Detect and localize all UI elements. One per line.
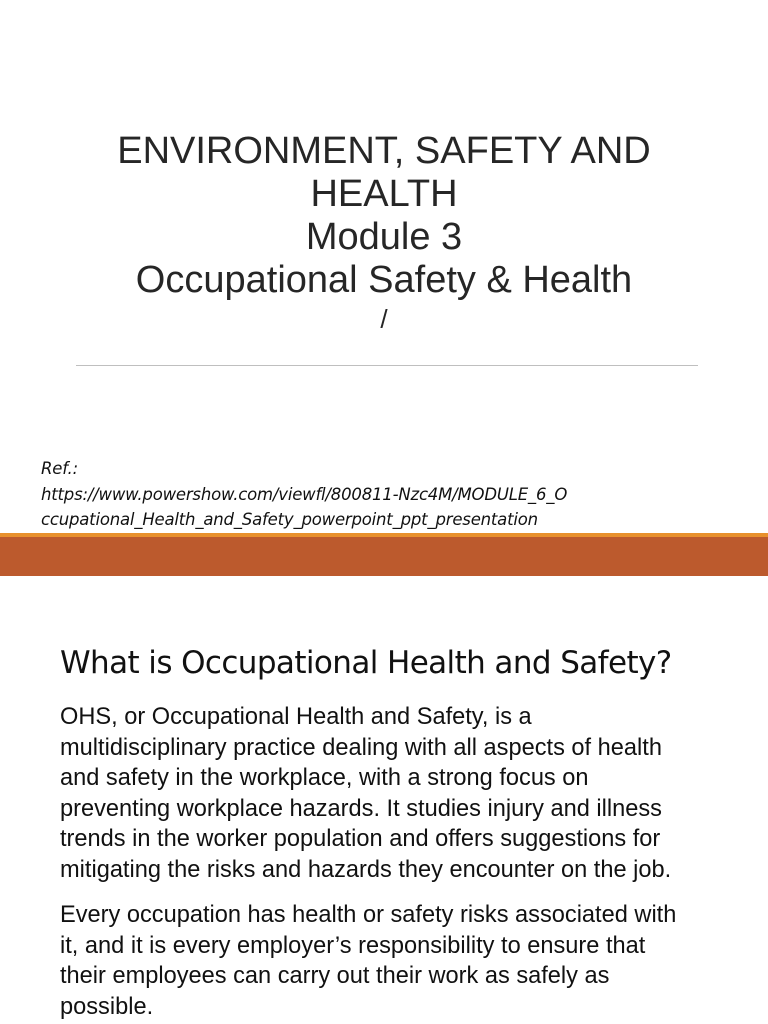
slide-separator-band (0, 537, 768, 576)
paragraph-line: Every occupation has health or safety risks associated with (60, 902, 677, 928)
content-slide (0, 576, 768, 1024)
paragraph-line: and safety in the workplace, with a strong focus on (60, 765, 589, 792)
title-line-3: Module 3 (305, 216, 463, 258)
content-heading: What is Occupational Health and Safety? (60, 645, 672, 681)
paragraph-line: trends in the worker population and offers suggestions for (60, 826, 661, 853)
paragraph-line: OHS, or Occupational Health and Safety, is a (60, 704, 532, 730)
paragraph-employer-responsibility (60, 900, 750, 1022)
paragraph-line: multidisciplinary practice dealing with all aspects of health (60, 734, 662, 761)
paragraph-line: possible. (60, 993, 154, 1020)
reference-url-line-1: https://www.powershow.com/viewfl/800811-Nzc4M/MODULE_6_O (41, 484, 568, 504)
reference-url-line-2: ccupational_Health_and_Safety_powerpoint_ppt_presentation (41, 510, 538, 529)
paragraph-ohs-definition (60, 702, 750, 886)
title-line-1: ENVIRONMENT, SAFETY AND (117, 130, 651, 172)
paragraph-line: it, and it is every employer’s responsibility to ensure that (60, 932, 646, 959)
reference-text (41, 456, 661, 533)
reference-label: Ref.: (41, 459, 78, 478)
title-line-4: Occupational Safety & Health (135, 259, 633, 301)
paragraph-line: mitigating the risks and hazards they encounter on the job. (60, 856, 672, 883)
slide-title (60, 130, 708, 334)
title-divider-rule (76, 365, 698, 366)
title-slash: / (380, 304, 388, 334)
paragraph-line: preventing workplace hazards. It studies injury and illness (60, 795, 662, 822)
paragraph-line: their employees can carry out their work as safely as (60, 963, 610, 990)
title-line-2: HEALTH (310, 173, 458, 215)
